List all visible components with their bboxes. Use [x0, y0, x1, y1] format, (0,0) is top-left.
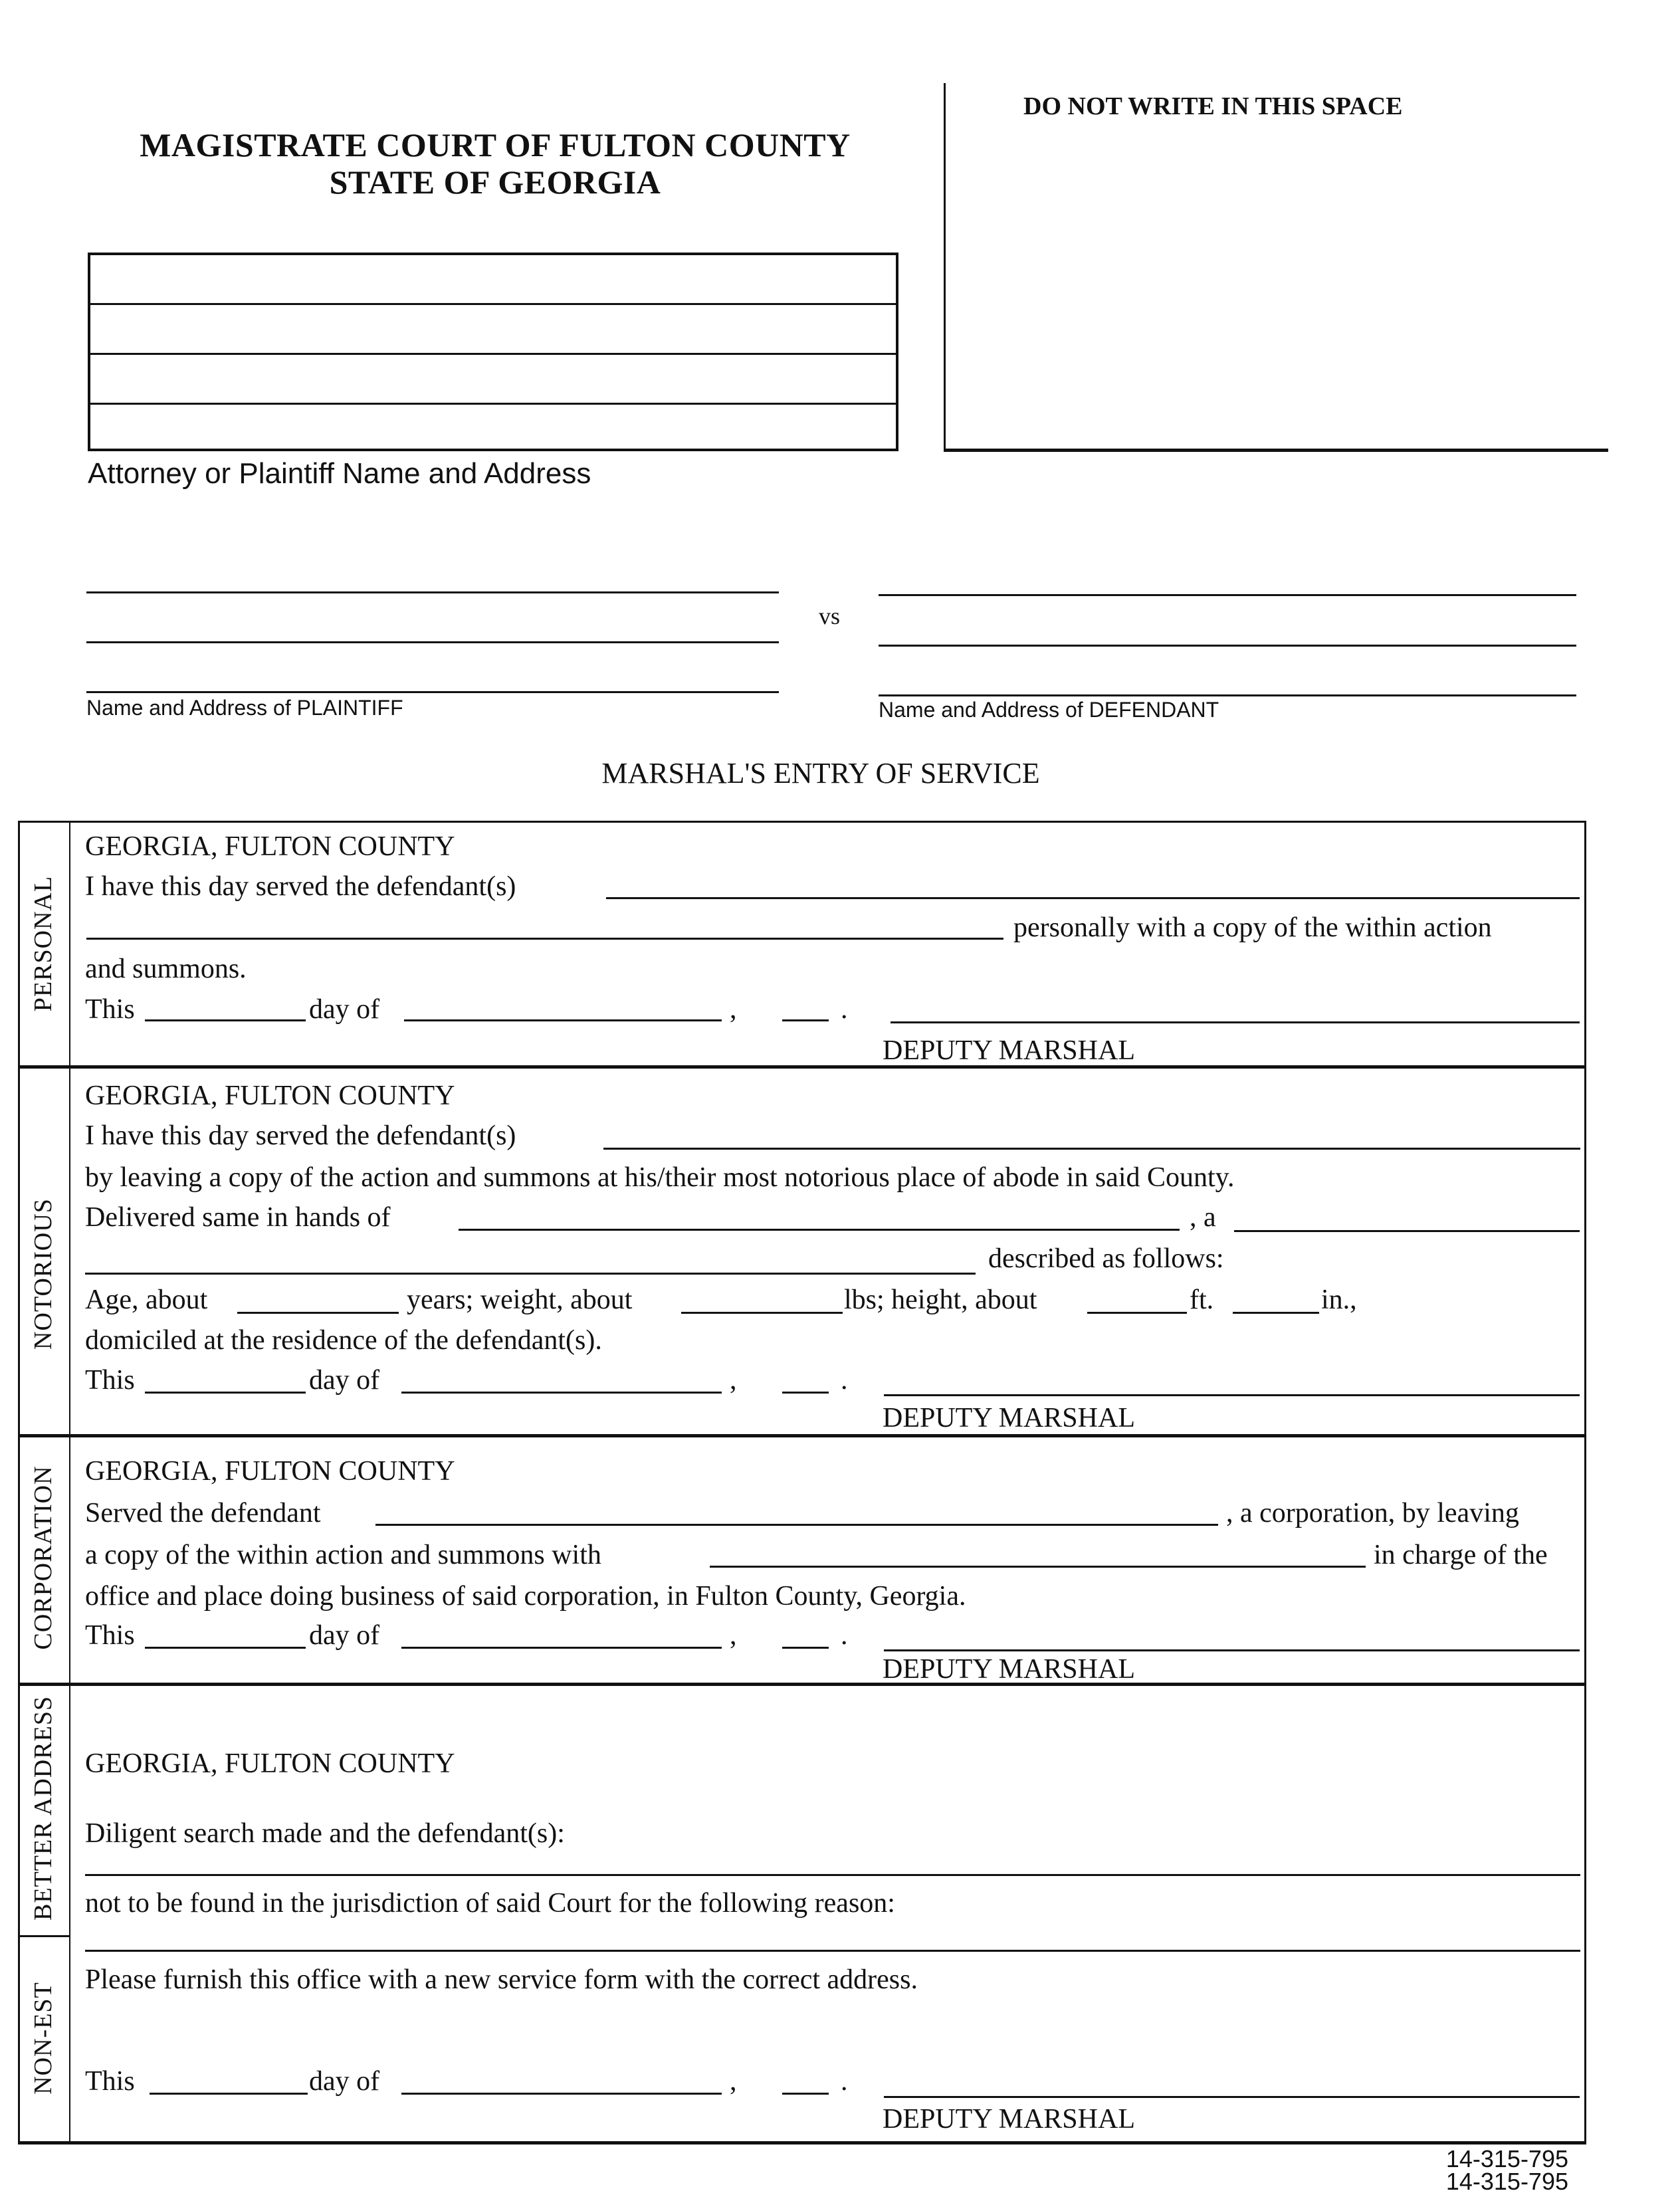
- personal-line1-text: I have this day served the defendant(s): [85, 871, 516, 902]
- personal-line1: [85, 871, 516, 902]
- non-est-year-field[interactable]: [782, 2070, 829, 2095]
- corporation-line2-suffix: in charge of the: [1374, 1540, 1548, 1570]
- personal-date-row: [85, 993, 135, 1025]
- non-est-signature-field[interactable]: [884, 2073, 1580, 2098]
- corporation-day-of-label: day of: [309, 1620, 380, 1651]
- notorious-lbs-label: lbs; height, about: [844, 1285, 1037, 1315]
- better-address-line1: Diligent search made and the defendant(s):: [85, 1818, 565, 1849]
- attorney-row-4[interactable]: [90, 405, 896, 449]
- personal-signature-label: DEPUTY MARSHAL: [883, 1035, 1135, 1066]
- notorious-height-in-field[interactable]: [1233, 1289, 1319, 1314]
- side-label-corporation: CORPORATION: [29, 1465, 57, 1650]
- notorious-defendant-field[interactable]: [603, 1125, 1580, 1150]
- notorious-line6: domiciled at the residence of the defendant(s).: [85, 1325, 602, 1356]
- marshals-entry-title: MARSHAL'S ENTRY OF SERVICE: [601, 757, 1040, 789]
- non-est-period: .: [841, 2066, 848, 2097]
- better-address-defendant-field[interactable]: [85, 1851, 1580, 1876]
- personal-day-field[interactable]: [145, 997, 306, 1021]
- corporation-month-field[interactable]: [401, 1624, 722, 1649]
- notorious-weight-field[interactable]: [681, 1289, 843, 1314]
- better-address-line2: not to be found in the jurisdiction of said Court for the following reason:: [85, 1888, 895, 1919]
- corporation-period: .: [841, 1620, 848, 1651]
- corporation-comma: ,: [730, 1620, 737, 1651]
- form-number: [1396, 2145, 1568, 2195]
- form-number-1: 14-315-795: [1445, 2145, 1568, 2172]
- better-address-reason-field[interactable]: [85, 1927, 1580, 1952]
- notorious-line3-prefix: Delivered same in hands of: [85, 1202, 391, 1233]
- defendant-line-3[interactable]: [879, 672, 1576, 696]
- personal-comma: ,: [730, 994, 737, 1025]
- notorious-comma: ,: [730, 1365, 737, 1396]
- attorney-row-1[interactable]: [90, 255, 896, 305]
- personal-day-of-label: day of: [309, 994, 380, 1025]
- personal-line3: and summons.: [85, 954, 247, 984]
- non-est-day-of-label: day of: [309, 2066, 380, 2097]
- defendant-line-2[interactable]: [879, 622, 1576, 647]
- notorious-description-field[interactable]: [85, 1250, 976, 1275]
- corporation-line1-prefix: Served the defendant: [85, 1498, 321, 1528]
- personal-signature-field[interactable]: [891, 999, 1580, 1023]
- side-label-notorious: NOTORIOUS: [29, 1198, 57, 1350]
- notorious-day-field[interactable]: [145, 1369, 306, 1394]
- better-address-county: GEORGIA, FULTON COUNTY: [85, 1748, 455, 1779]
- personal-period: .: [841, 994, 848, 1025]
- attorney-row-3[interactable]: [90, 355, 896, 405]
- notorious-line1: I have this day served the defendant(s): [85, 1120, 516, 1151]
- attorney-box: [88, 253, 898, 451]
- notorious-in-label: in.,: [1321, 1285, 1357, 1315]
- notorious-age-label: Age, about: [85, 1285, 208, 1315]
- notorious-line3-mid: , a: [1190, 1202, 1216, 1233]
- corporation-day-field[interactable]: [145, 1624, 306, 1649]
- notorious-line2: by leaving a copy of the action and summons at his/their most notorious place of abode in said County.: [85, 1162, 1235, 1193]
- side-label-non-est: NON-EST: [29, 1982, 57, 2095]
- corporation-year-field[interactable]: [782, 1624, 829, 1649]
- notorious-day-of-label: day of: [309, 1365, 380, 1396]
- side-label-personal: PERSONAL: [29, 875, 57, 1012]
- notorious-delivered-to-field[interactable]: [459, 1206, 1180, 1231]
- notorious-county: GEORGIA, FULTON COUNTY: [85, 1081, 455, 1111]
- notorious-ft-label: ft.: [1190, 1285, 1214, 1315]
- separator-better-address-non-est: [18, 1935, 70, 1937]
- court-title: [86, 126, 904, 201]
- side-label-better-address: BETTER ADDRESS: [29, 1695, 57, 1921]
- personal-defendant-field-2[interactable]: [86, 915, 1003, 940]
- corporation-line3: office and place doing business of said corporation, in Fulton County, Georgia.: [85, 1581, 966, 1612]
- personal-month-field[interactable]: [404, 997, 722, 1021]
- plaintiff-line-2[interactable]: [86, 619, 779, 643]
- non-est-this-label: This: [85, 2066, 135, 2097]
- notorious-this-label: This: [85, 1365, 135, 1396]
- notorious-years-label: years; weight, about: [407, 1285, 633, 1315]
- versus-label: vs: [819, 603, 841, 629]
- corporation-defendant-field[interactable]: [375, 1501, 1218, 1526]
- notorious-line4-suffix: described as follows:: [988, 1243, 1224, 1274]
- notorious-age-field[interactable]: [237, 1289, 399, 1314]
- side-label-column-divider: [69, 822, 70, 2143]
- personal-defendant-field-1[interactable]: [606, 875, 1580, 899]
- notorious-height-ft-field[interactable]: [1087, 1289, 1187, 1314]
- notorious-period: .: [841, 1365, 848, 1396]
- defendant-label: Name and Address of DEFENDANT: [879, 698, 1219, 722]
- personal-line2-suffix: personally with a copy of the within action: [1013, 912, 1492, 943]
- personal-year-field[interactable]: [782, 997, 829, 1021]
- plaintiff-label: Name and Address of PLAINTIFF: [86, 696, 403, 720]
- court-title-line1: MAGISTRATE COURT OF FULTON COUNTY: [140, 126, 851, 163]
- non-est-day-field[interactable]: [150, 2070, 308, 2095]
- do-not-write-divider: [944, 83, 946, 451]
- court-title-line2: STATE OF GEORGIA: [329, 163, 661, 201]
- corporation-agent-field[interactable]: [710, 1543, 1366, 1568]
- separator-corporation-better-address: [18, 1683, 1586, 1686]
- non-est-signature-label: DEPUTY MARSHAL: [883, 2104, 1135, 2135]
- notorious-signature-field[interactable]: [884, 1372, 1580, 1396]
- corporation-signature-field[interactable]: [884, 1627, 1580, 1651]
- personal-this-label: This: [85, 994, 135, 1025]
- non-est-comma: ,: [730, 2066, 737, 2097]
- attorney-label: Attorney or Plaintiff Name and Address: [88, 457, 591, 490]
- corporation-line2-prefix: a copy of the within action and summons with: [85, 1540, 601, 1570]
- notorious-year-field[interactable]: [782, 1369, 829, 1394]
- separator-personal-notorious: [18, 1065, 1586, 1069]
- separator-notorious-corporation: [18, 1434, 1586, 1437]
- corporation-signature-label: DEPUTY MARSHAL: [883, 1654, 1135, 1685]
- non-est-line1: Please furnish this office with a new service form with the correct address.: [85, 1964, 918, 1995]
- non-est-month-field[interactable]: [401, 2070, 722, 2095]
- attorney-row-2[interactable]: [90, 305, 896, 355]
- corporation-line1-suffix: , a corporation, by leaving: [1226, 1498, 1519, 1528]
- notorious-signature-label: DEPUTY MARSHAL: [883, 1403, 1135, 1433]
- entry-box-bottom: [18, 2141, 1586, 2144]
- personal-county: GEORGIA, FULTON COUNTY: [85, 831, 455, 862]
- do-not-write-bottom-border: [944, 449, 1608, 452]
- notorious-month-field[interactable]: [401, 1369, 722, 1394]
- notorious-relation-field[interactable]: [1234, 1207, 1580, 1232]
- plaintiff-line-3[interactable]: [86, 669, 779, 693]
- corporation-county: GEORGIA, FULTON COUNTY: [85, 1456, 455, 1487]
- form-number-2: 14-315-795: [1445, 2168, 1568, 2195]
- plaintiff-line-1[interactable]: [86, 569, 779, 593]
- do-not-write-label: DO NOT WRITE IN THIS SPACE: [1023, 92, 1403, 120]
- corporation-this-label: This: [85, 1620, 135, 1651]
- defendant-line-1[interactable]: [879, 572, 1576, 596]
